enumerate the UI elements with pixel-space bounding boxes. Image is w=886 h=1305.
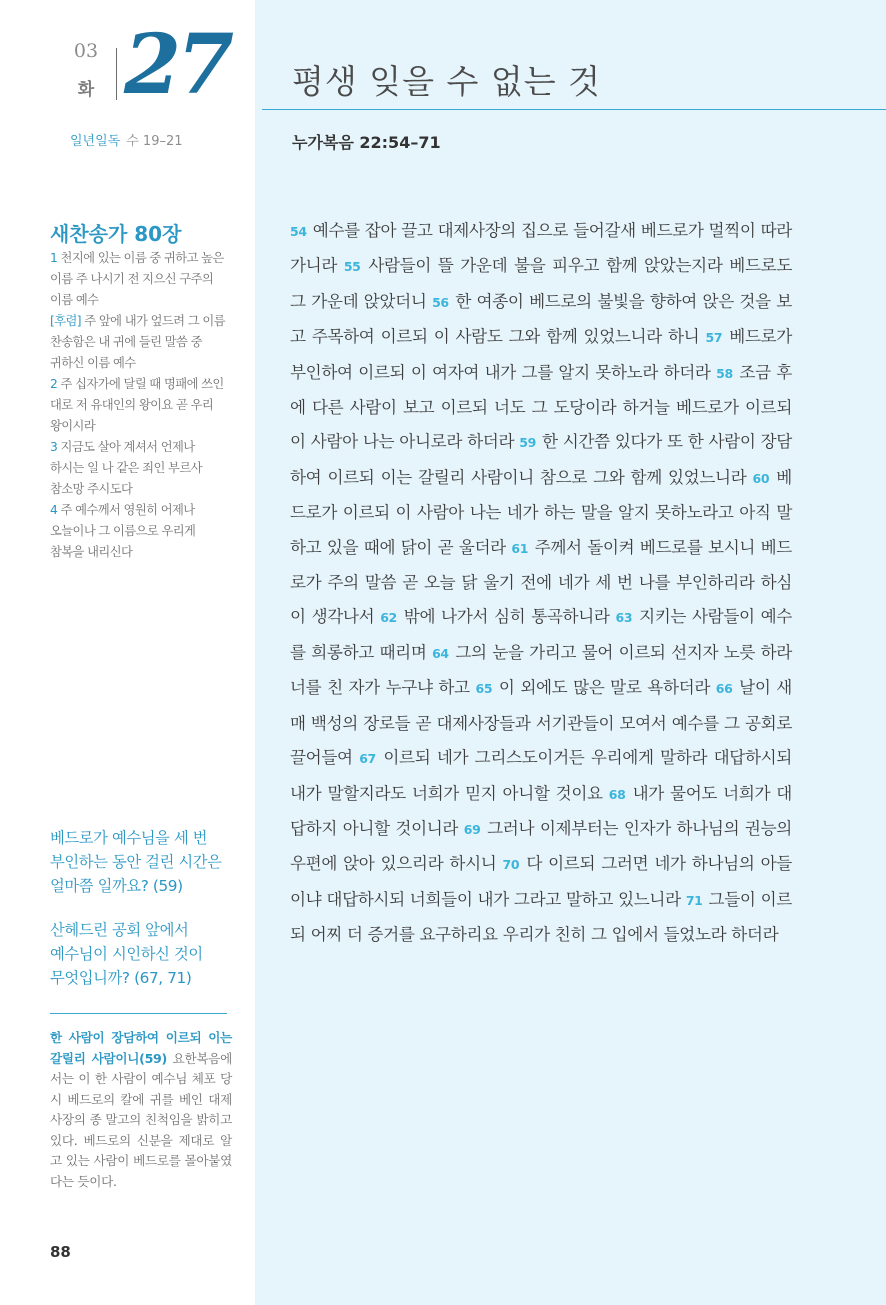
verse-number: 67 bbox=[359, 751, 376, 767]
reading-label: 일년일독 bbox=[70, 134, 121, 149]
hymn-verse-text: 주 앞에 내가 엎드려 그 이름 찬송함은 내 귀에 들린 말씀 중 귀하신 이름 예수 bbox=[50, 314, 225, 370]
verse-number: 57 bbox=[705, 330, 723, 346]
hymn-verse-number: 2 bbox=[50, 377, 58, 391]
left-column bbox=[0, 0, 255, 1305]
hymn-verse-number: 4 bbox=[50, 503, 58, 517]
hymn-verse-text: 천지에 있는 이름 중 귀하고 높은 이름 주 나시기 전 지으신 구주의 이름 예수 bbox=[50, 251, 224, 307]
page-number: 88 bbox=[50, 1243, 71, 1261]
month-number: 03 bbox=[73, 40, 99, 62]
verse-text: 베드로가 이르되 이 사람아 나는 네가 하는 말을 알지 못하노라고 아직 말하고 있을 때에 닭이 곧 울더라 bbox=[290, 467, 792, 557]
day-number: 27 bbox=[124, 17, 231, 113]
commentary-note bbox=[50, 1028, 232, 1192]
verse-text: 주께서 돌이켜 베드로를 보시니 베드로가 주의 말씀 곧 오늘 닭 울기 전에 네가 세 번 나를 부인하리라 하심이 생각나서 bbox=[290, 537, 792, 627]
hymn-verse bbox=[50, 311, 230, 374]
verse-number: 71 bbox=[685, 892, 703, 908]
verse-text: 베드로가 부인하여 이르되 이 여자여 내가 그를 알지 못하노라 하더라 bbox=[290, 327, 792, 382]
verse-number: 70 bbox=[502, 857, 520, 873]
verse-text: 그들이 이르되 어찌 더 증거를 요구하리요 우리가 친히 그 입에서 들었노라 하더라 bbox=[290, 889, 792, 945]
verse-text: 한 시간쯤 있다가 또 한 사람이 장담하여 이르되 이는 갈릴리 사람이니 참으로 그와 함께 있었느니라 bbox=[290, 432, 792, 487]
verse-number: 56 bbox=[432, 294, 449, 310]
hymn-verse-text: 지금도 살아 계셔서 언제나 하시는 일 나 같은 죄인 부르사 참소망 주시도다 bbox=[50, 440, 202, 496]
verse-number: 62 bbox=[380, 610, 397, 626]
verse-number: 58 bbox=[716, 365, 733, 381]
verse-number: 61 bbox=[511, 540, 529, 556]
verse-number: 68 bbox=[608, 786, 626, 802]
scripture-text bbox=[290, 214, 792, 953]
verse-text: 내가 물어도 너희가 대답하지 아니할 것이니라 bbox=[290, 783, 792, 838]
page-title: 평생 잊을 수 없는 것 bbox=[292, 62, 601, 101]
verse-number: 59 bbox=[519, 435, 536, 451]
weekday: 화 bbox=[77, 80, 95, 100]
verse-text: 사람들이 뜰 가운데 불을 피우고 함께 앉았는지라 베드로도 그 가운데 앉았더니 bbox=[290, 256, 792, 311]
verse-number: 64 bbox=[432, 645, 449, 661]
yearly-reading bbox=[70, 130, 183, 149]
verse-text: 한 여종이 베드로의 불빛을 향하여 앉은 것을 보고 주목하여 이르되 이 사람도 그와 함께 있었느니라 하니 bbox=[290, 291, 792, 347]
verse-text: 지키는 사람들이 예수를 희롱하고 때리며 bbox=[290, 607, 792, 662]
verse-text: 조금 후에 다른 사람이 보고 이르되 너도 그 도당이라 하거늘 베드로가 이르되 이 사람아 나는 아니로라 하더라 bbox=[290, 362, 792, 452]
hymn-verse-number: 3 bbox=[50, 440, 58, 454]
scripture-reference: 누가복음 22:54–71 bbox=[292, 133, 441, 152]
question-2: 산헤드린 공회 앞에서 예수님이 시인하신 것이 무엇입니까? (67, 71) bbox=[50, 921, 203, 987]
verse-text: 날이 새매 백성의 장로들 곧 대제사장들과 서기관들이 모여서 예수를 그 공회로 끌어들여 bbox=[290, 678, 792, 768]
hymn-verse bbox=[50, 437, 230, 500]
verse-text: 예수를 잡아 끌고 대제사장의 집으로 들어갈새 베드로가 멀찍이 따라가니라 bbox=[290, 221, 792, 276]
note-heading: 한 사람이 장담하여 이르되 이는 갈릴리 사람이니(59) bbox=[50, 1030, 232, 1066]
hymn-refrain-label: [후렴] bbox=[50, 314, 81, 328]
verse-number: 60 bbox=[752, 470, 770, 486]
hymn-verse-text: 주 십자가에 달릴 때 명패에 쓰인 대로 저 유대인의 왕이요 곧 우리 왕이시라 bbox=[50, 377, 224, 433]
verse-number: 65 bbox=[475, 681, 493, 697]
reading-range: 수 19–21 bbox=[126, 134, 183, 149]
hymn-lyrics bbox=[50, 248, 230, 563]
verse-number: 55 bbox=[343, 259, 361, 275]
hymn-verse bbox=[50, 500, 230, 563]
verse-text: 다 이르되 그러면 네가 하나님의 아들이냐 대답하시되 너희들이 내가 그라고 말하고 있느니라 bbox=[290, 854, 792, 909]
verse-number: 63 bbox=[615, 610, 633, 626]
hymn-verse-text: 주 예수께서 영원히 어제나 오늘이나 그 이름으로 우리게 참복을 내리신다 bbox=[50, 503, 196, 559]
verse-number: 66 bbox=[715, 681, 733, 697]
verse-number: 54 bbox=[290, 224, 307, 239]
verse-text: 밖에 나가서 심히 통곡하니라 bbox=[403, 607, 610, 627]
title-underline bbox=[262, 109, 886, 110]
hymn-verse-number: 1 bbox=[50, 251, 58, 265]
note-divider bbox=[50, 1013, 227, 1014]
hymn-title: 새찬송가 80장 bbox=[50, 222, 182, 246]
verse-number: 69 bbox=[463, 821, 481, 837]
verse-text: 그러나 이제부터는 인자가 하나님의 권능의 우편에 앉아 있으리라 하시니 bbox=[290, 818, 792, 874]
hymn-verse bbox=[50, 248, 230, 311]
question-1: 베드로가 예수님을 세 번 부인하는 동안 걸린 시간은 얼마쯤 일까요? (59) bbox=[50, 829, 222, 895]
hymn-verse bbox=[50, 374, 230, 437]
note-body: 요한복음에서는 이 한 사람이 예수님 체포 당시 베드로의 칼에 귀를 베인 대제사장의 종 말고의 친척임을 밝히고 있다. 베드로의 신분을 제대로 알고 있는 사람이 베드로를 몰아붙였다는 듯이다. bbox=[50, 1050, 233, 1189]
verse-text: 그의 눈을 가리고 물어 이르되 선지자 노릇 하라 너를 친 자가 누구냐 하고 bbox=[290, 642, 792, 698]
verse-text: 이르되 네가 그리스도이거든 우리에게 말하라 대답하시되 내가 말할지라도 너희가 믿지 아니할 것이요 bbox=[290, 748, 792, 803]
verse-text: 이 외에도 많은 말로 욕하더라 bbox=[498, 678, 710, 698]
date-divider bbox=[116, 48, 117, 100]
